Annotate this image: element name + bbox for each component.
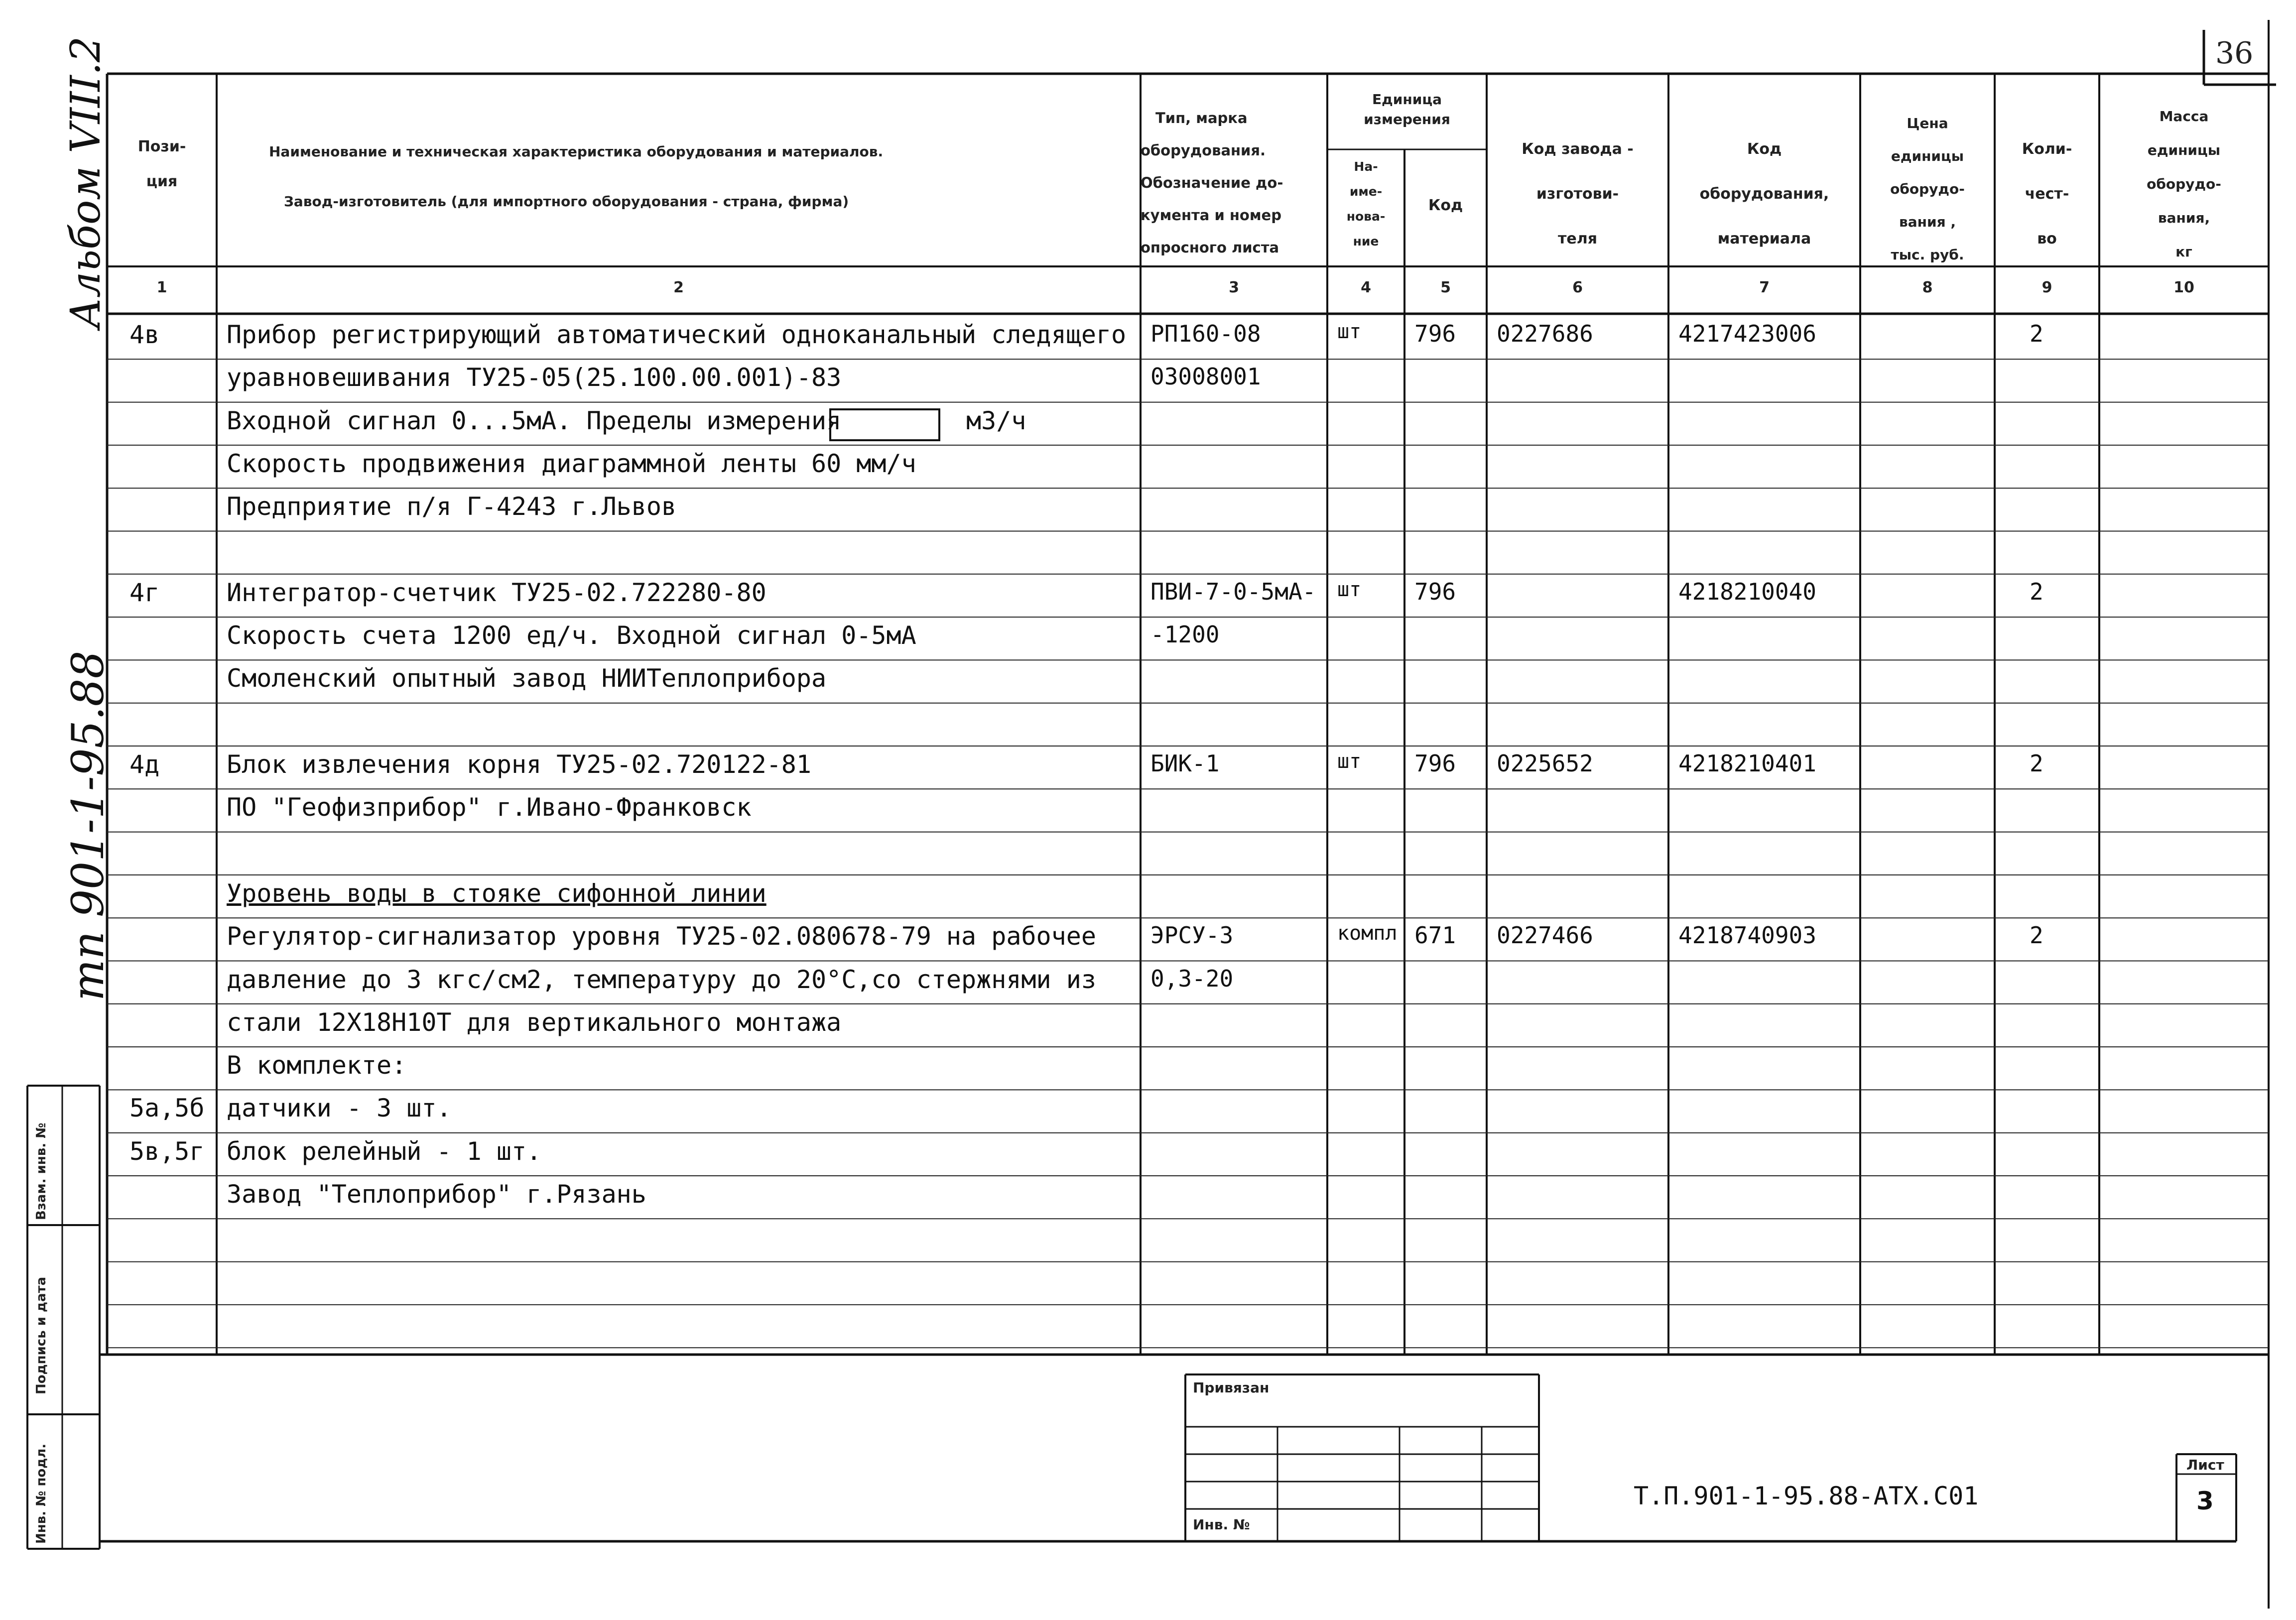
- cell-type: БИК-1: [1150, 750, 1220, 777]
- cell-equipment-code: 4218740903: [1678, 922, 1816, 949]
- cell-name: Уровень воды в стояке сифонной линии: [227, 878, 766, 908]
- cell-quantity: 2: [2030, 922, 2043, 949]
- cell-type: -1200: [1150, 621, 1220, 648]
- album-label: Альбом VIII.2: [62, 36, 110, 329]
- cell-name: Смоленский опытный завод НИИТеплоприбора: [227, 664, 827, 693]
- cell-unit: шт: [1337, 578, 1362, 601]
- header-unit-code: Код: [1428, 197, 1463, 214]
- column-number: 5: [1440, 279, 1451, 296]
- cell-unit: шт: [1337, 320, 1362, 343]
- cell-unit-code: 796: [1414, 578, 1456, 605]
- column-number: 9: [2041, 279, 2052, 296]
- cell-name: Интегратор-счетчик ТУ25-02.722280-80: [227, 578, 766, 607]
- cell-name: стали 12Х18Н10Т для вертикального монтажа: [227, 1007, 842, 1037]
- cell-name: уравновешивания ТУ25-05(25.100.00.001)-83: [227, 363, 842, 392]
- cell-name: В комплекте:: [227, 1051, 407, 1080]
- cell-name: Блок извлечения корня ТУ25-02.720122-81: [227, 750, 811, 779]
- cell-name: давление до 3 кгс/см2, температуру до 20°С,со стержнями из: [227, 965, 1096, 994]
- document-code: Т.П.901-1-95.88-АТХ.С01: [1634, 1482, 1979, 1510]
- column-number: 3: [1229, 279, 1239, 296]
- cell-name: Входной сигнал 0...5мА. Пределы измерения: [227, 406, 842, 435]
- cell-position: 5в,5г: [129, 1136, 205, 1166]
- stamp-list-label: Лист: [2186, 1457, 2224, 1473]
- cell-name: Завод "Теплоприбор" г.Рязань: [227, 1180, 646, 1209]
- sheet-number-top: 36: [2215, 36, 2254, 71]
- cell-maker-code: 0225652: [1497, 750, 1593, 777]
- cell-unit: шт: [1337, 750, 1362, 773]
- cell-position: 4г: [129, 578, 160, 607]
- cell-quantity: 2: [2030, 750, 2043, 777]
- column-number: 7: [1759, 279, 1770, 296]
- column-number: 1: [156, 279, 167, 296]
- header-name: Наименование и техническая характеристика оборудования и материалов. Завод-изготовитель (для импортного оборудования - страна, фирма): [269, 143, 884, 210]
- cell-name: Регулятор-сигнализатор уровня ТУ25-02.080678-79 на рабочее: [227, 922, 1096, 951]
- header-unit-name: На- име- нова- ние: [1346, 159, 1386, 249]
- cell-name: Скорость счета 1200 ед/ч. Входной сигнал 0-5мА: [227, 621, 916, 650]
- cell-name: ПО "Геофизприбор" г.Ивано-Франковск: [227, 793, 752, 822]
- cell-name: датчики - 3 шт.: [227, 1094, 452, 1123]
- stamp-privyazan: Привязан: [1193, 1379, 1270, 1396]
- cell-name-unit-suffix: м3/ч: [966, 406, 1026, 435]
- cell-position: 4в: [129, 320, 160, 349]
- header-quantity: Коли- чест- во: [2022, 140, 2072, 248]
- stamp-list-number: 3: [2196, 1487, 2214, 1515]
- cell-type: 0,3-20: [1150, 965, 1234, 992]
- header-equipment-code: Код оборудования, материала: [1699, 140, 1829, 248]
- column-number: 4: [1361, 279, 1371, 296]
- column-number: 10: [2173, 279, 2194, 296]
- cell-quantity: 2: [2030, 320, 2043, 347]
- header-maker-code: Код завода - изготови- теля: [1522, 140, 1634, 248]
- header-position: Пози- ция: [137, 138, 186, 190]
- stamp-zamen-inv: Взам. инв. №: [34, 1122, 49, 1220]
- cell-unit-code: 796: [1414, 320, 1456, 347]
- cell-equipment-code: 4218210401: [1678, 750, 1816, 777]
- cell-equipment-code: 4218210040: [1678, 578, 1816, 605]
- column-number: 2: [673, 279, 684, 296]
- stamp-inv-no: Инв. №: [1193, 1516, 1250, 1533]
- cell-type: ЭРСУ-3: [1150, 922, 1234, 949]
- cell-type: 03008001: [1150, 363, 1261, 390]
- cell-equipment-code: 4217423006: [1678, 320, 1816, 347]
- cell-unit-code: 671: [1414, 922, 1456, 949]
- header-price: Цена единицы оборудо- вания , тыс. руб.: [1890, 115, 1965, 263]
- cell-maker-code: 0227466: [1497, 922, 1593, 949]
- stamp-inv-podl: Инв. № подл.: [34, 1443, 49, 1544]
- column-number: 6: [1572, 279, 1583, 296]
- cell-quantity: 2: [2030, 578, 2043, 605]
- cell-name: Прибор регистрирующий автоматический одноканальный следящего: [227, 320, 1127, 349]
- cell-name: Предприятие п/я Г-4243 г.Львов: [227, 492, 677, 521]
- cell-position: 4д: [129, 750, 160, 779]
- header-type: Тип, марка оборудования. Обозначение до- кумента и номер опросного листа: [1141, 110, 1283, 256]
- cell-maker-code: 0227686: [1497, 320, 1593, 347]
- cell-unit-code: 796: [1414, 750, 1456, 777]
- stamp-podpis-data: Подпись и дата: [34, 1276, 49, 1394]
- header-unit: Единица измерения: [1364, 91, 1450, 127]
- header-mass: Масса единицы оборудо- вания, кг: [2147, 108, 2221, 260]
- cell-unit: компл: [1337, 922, 1398, 945]
- cell-type: РП160-08: [1150, 320, 1261, 347]
- cell-position: 5а,5б: [129, 1094, 205, 1123]
- column-number: 8: [1922, 279, 1933, 296]
- cell-name: блок релейный - 1 шт.: [227, 1136, 542, 1166]
- measurement-range-box[interactable]: [829, 408, 940, 441]
- cell-type: ПВИ-7-0-5мА-: [1150, 578, 1316, 605]
- project-label: тп 901-1-95.88: [62, 650, 114, 1001]
- cell-name: Скорость продвижения диаграммной ленты 60 мм/ч: [227, 449, 916, 478]
